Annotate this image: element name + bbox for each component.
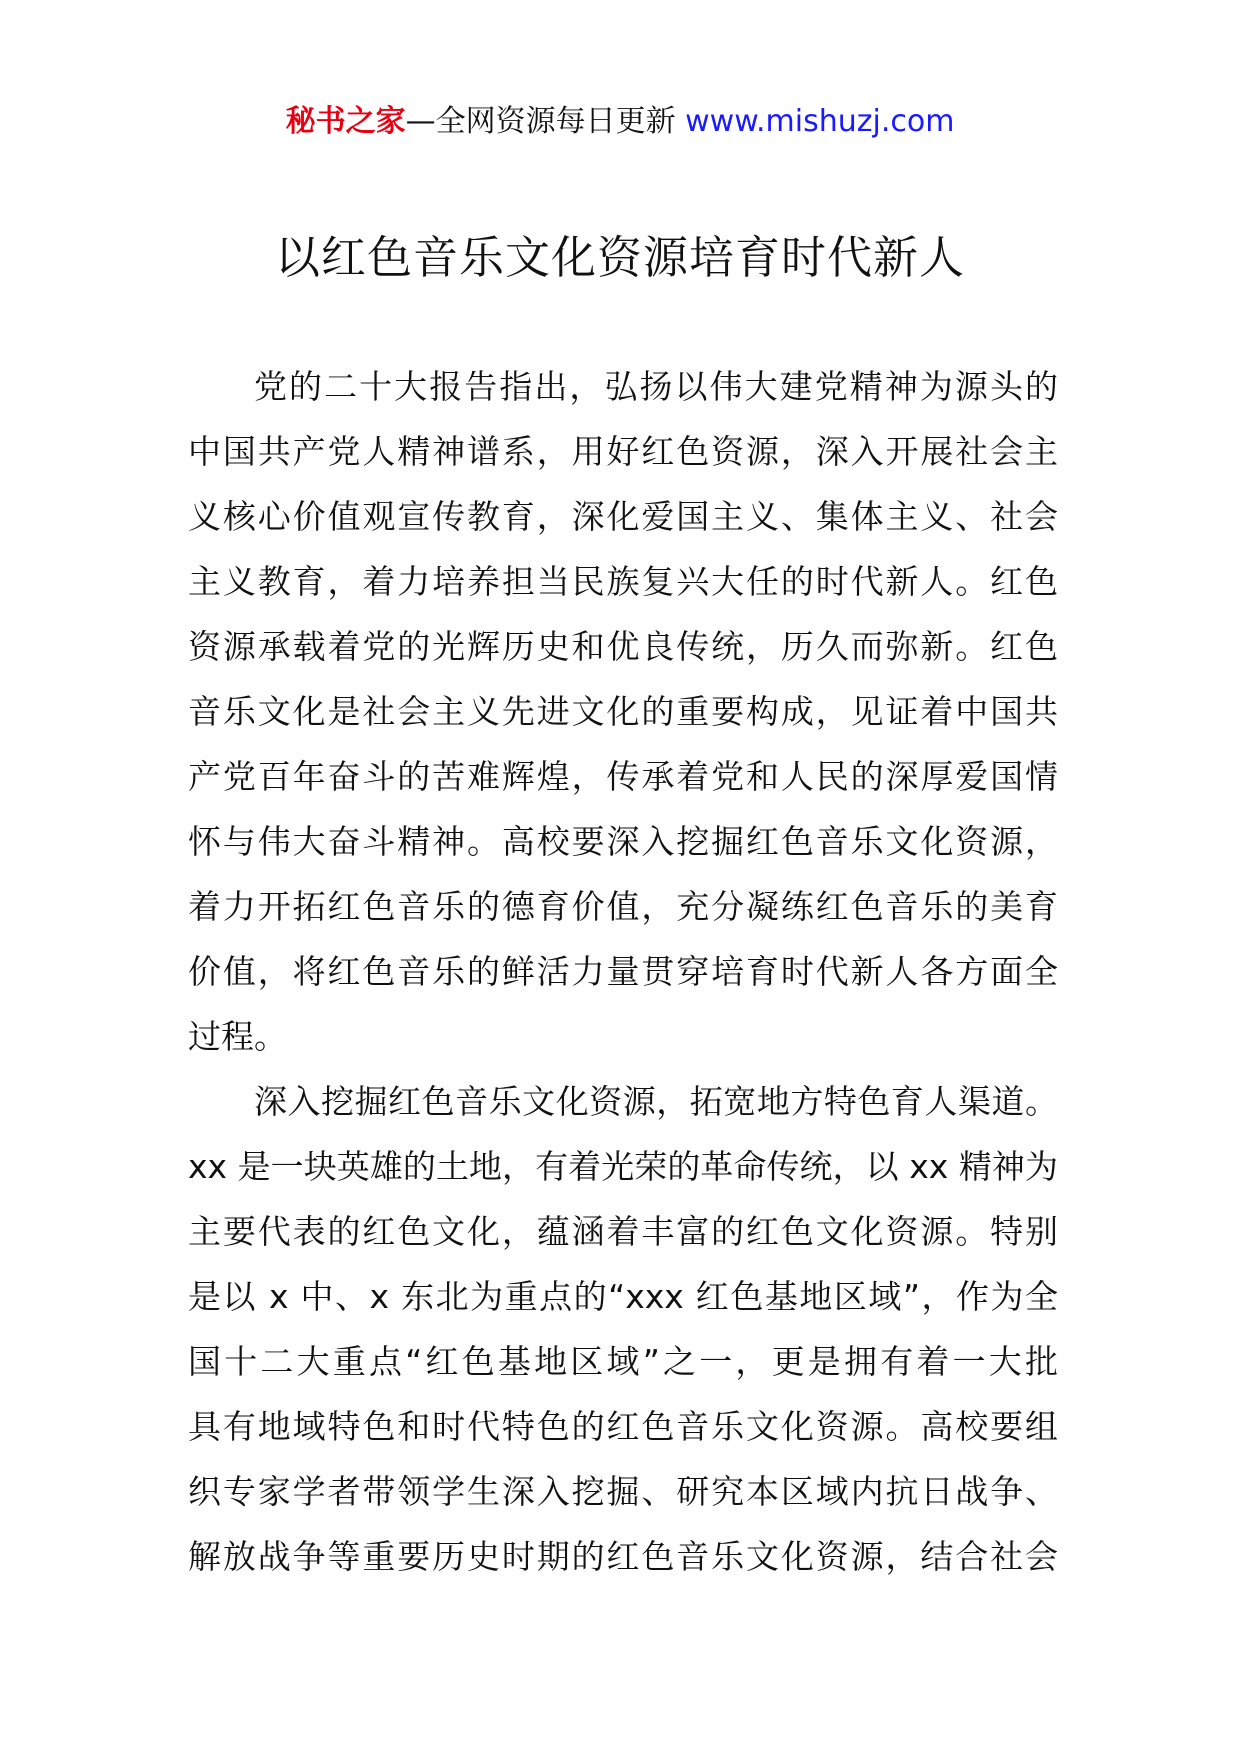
- paragraph-2-line: 具有地域特色和时代特色的红色音乐文化资源。高校要组: [188, 1407, 1058, 1446]
- paragraph-1-line: 主义教育，着力培养担当民族复兴大任的时代新人。红色: [188, 562, 1058, 601]
- brand-name: 秘书之家: [285, 104, 406, 139]
- paragraph-1-line: 党的二十大报告指出，弘扬以伟大建党精神为源头的: [254, 367, 1058, 406]
- document-title: 以红色音乐文化资源培育时代新人: [274, 231, 965, 284]
- document-body: [188, 354, 1058, 1589]
- paragraph-1-line: 着力开拓红色音乐的德育价值，充分凝练红色音乐的美育: [188, 887, 1058, 926]
- paragraph-2-line: 解放战争等重要历史时期的红色音乐文化资源，结合社会: [188, 1537, 1058, 1576]
- header-slogan: —全网资源每日更新: [405, 104, 676, 139]
- paragraph-1-line: 价值，将红色音乐的鲜活力量贯穿培育时代新人各方面全: [188, 952, 1058, 991]
- paragraph-2-line: 主要代表的红色文化，蕴涵着丰富的红色文化资源。特别: [188, 1212, 1058, 1251]
- paragraph-1-line: 音乐文化是社会主义先进文化的重要构成，见证着中国共: [188, 692, 1058, 731]
- site-url-link[interactable]: www.mishuzj.com: [685, 104, 955, 139]
- paragraph-2-line: xx 是一块英雄的土地，有着光荣的革命传统，以 xx 精神为: [188, 1147, 1058, 1186]
- paragraph-1-line: 产党百年奋斗的苦难辉煌，传承着党和人民的深厚爱国情: [188, 757, 1058, 796]
- paragraph-2-line: 国十二大重点“红色基地区域”之一，更是拥有着一大批: [188, 1342, 1058, 1381]
- site-header: [0, 100, 1240, 144]
- paragraph-2-line: 织专家学者带领学生深入挖掘、研究本区域内抗日战争、: [188, 1472, 1058, 1511]
- paragraph-1-line: 资源承载着党的光辉历史和优良传统，历久而弥新。红色: [188, 627, 1058, 666]
- paragraph-1-line: 中国共产党人精神谱系，用好红色资源，深入开展社会主: [188, 432, 1058, 471]
- paragraph-1-line: 义核心价值观宣传教育，深化爱国主义、集体主义、社会: [188, 497, 1058, 536]
- paragraph-2-line: 是以 x 中、x 东北为重点的“xxx 红色基地区域”，作为全: [188, 1277, 1058, 1316]
- paragraph-2-line: 深入挖掘红色音乐文化资源，拓宽地方特色育人渠道。: [254, 1082, 1058, 1121]
- paragraph-1-line: 怀与伟大奋斗精神。高校要深入挖掘红色音乐文化资源，: [188, 822, 1058, 861]
- paragraph-1-line: 过程。: [188, 1017, 287, 1056]
